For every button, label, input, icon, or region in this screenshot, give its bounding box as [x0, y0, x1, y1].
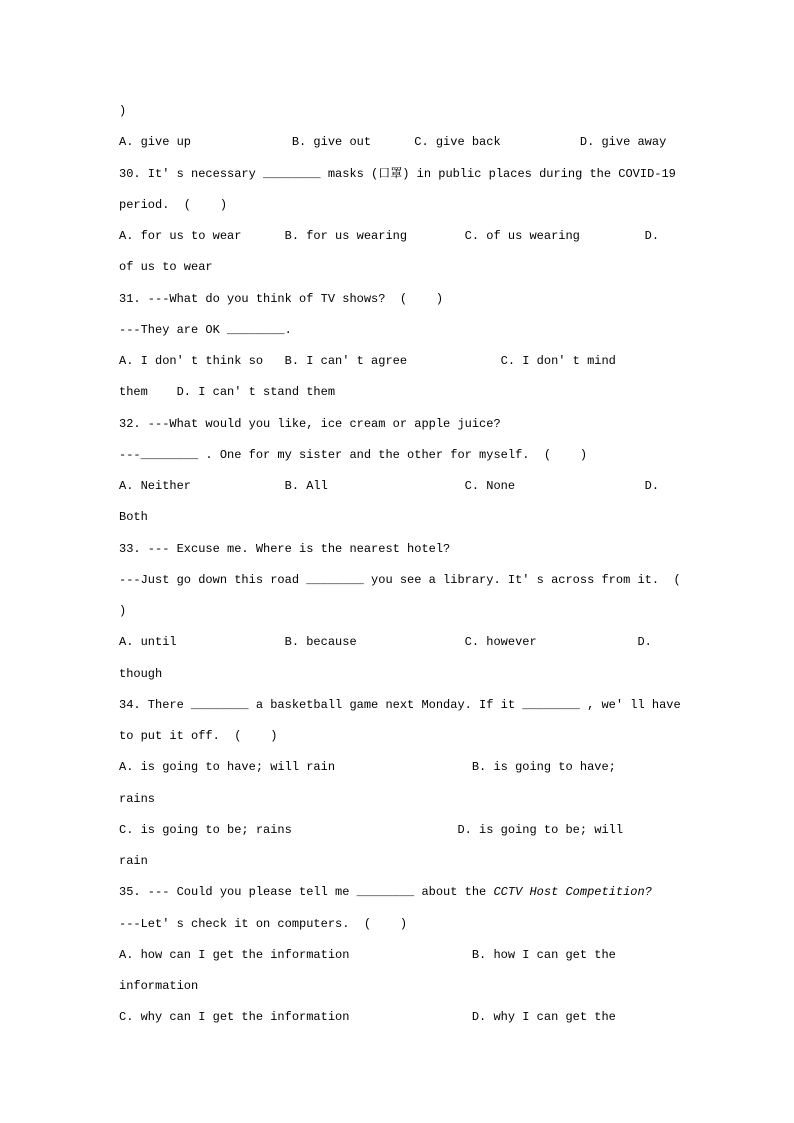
document-line: [119, 596, 698, 627]
document-line: [119, 190, 698, 221]
text-segment: 32. ---What would you like, ice cream or apple juice?: [119, 416, 501, 431]
document-line: [119, 534, 698, 565]
document-line: [119, 346, 698, 377]
text-segment: Both: [119, 510, 148, 525]
text-segment: ): [119, 104, 127, 118]
text-segment: 30. It' s necessary ________ masks (口罩) in public places during the COVID-19: [119, 166, 676, 181]
text-segment: A. I don' t think so B. I can' t agree C. I don' t mind: [119, 354, 616, 368]
text-segment: ): [119, 604, 127, 618]
text-segment: A. is going to have; will rain B. is going to have;: [119, 760, 616, 775]
document-line: [119, 909, 698, 940]
text-segment: information: [119, 979, 199, 993]
document-line: [119, 1002, 698, 1033]
text-segment: ---Let' s check it on computers. ( ): [119, 916, 408, 931]
text-segment: period. ( ): [119, 197, 228, 212]
text-segment: ---They are OK ________.: [119, 322, 292, 337]
document-line: [119, 252, 698, 283]
document-line: [119, 502, 698, 533]
document-line: [119, 971, 698, 1002]
text-segment: rain: [119, 854, 148, 868]
text-segment: 33. --- Excuse me. Where is the nearest hotel?: [119, 541, 451, 556]
text-segment: C. is going to be; rains D. is going to be; will: [119, 822, 624, 837]
document-line: [119, 659, 698, 690]
document-line: [119, 377, 698, 408]
text-segment: ---________ . One for my sister and the other for myself. ( ): [119, 447, 588, 462]
document-line: [119, 471, 698, 502]
text-segment: them D. I can' t stand them: [119, 385, 336, 400]
document-line: [119, 565, 698, 596]
document-line: [119, 409, 698, 440]
document-line: [119, 159, 698, 190]
text-segment: A. Neither B. All C. None D.: [119, 479, 660, 493]
document-lines: [119, 96, 698, 1034]
document-line: [119, 96, 698, 127]
text-segment: 35. --- Could you please tell me ________ about the: [119, 885, 494, 900]
document-line: [119, 127, 698, 158]
document-line: [119, 815, 698, 846]
text-segment: ---Just go down this road ________ you see a library. It' s across from it. (: [119, 572, 681, 587]
document-line: [119, 440, 698, 471]
text-segment: A. for us to wear B. for us wearing C. of us wearing D.: [119, 229, 660, 243]
document-line: [119, 627, 698, 658]
text-segment: 31. ---What do you think of TV shows? ( ): [119, 291, 444, 306]
document-line: [119, 315, 698, 346]
text-segment: 34. There ________ a basketball game next Monday. If it ________ , we' ll have: [119, 697, 681, 712]
italic-text-segment: CCTV Host Competition?: [493, 885, 652, 900]
document-line: [119, 690, 698, 721]
text-segment: rains: [119, 791, 156, 806]
document-line: [119, 752, 698, 783]
text-segment: A. give up B. give out C. give back D. give away: [119, 135, 667, 150]
text-segment: of us to wear: [119, 260, 213, 275]
document-line: [119, 221, 698, 252]
document-line: [119, 284, 698, 315]
text-segment: though: [119, 666, 163, 681]
document-line: [119, 846, 698, 877]
document-line: [119, 721, 698, 752]
document-line: [119, 940, 698, 971]
text-segment: A. how can I get the information B. how I can get the: [119, 947, 616, 962]
text-segment: C. why can I get the information D. why I can get the: [119, 1010, 616, 1025]
document-line: [119, 784, 698, 815]
text-segment: to put it off. ( ): [119, 729, 278, 743]
text-segment: A. until B. because C. however D.: [119, 635, 652, 650]
document-line: [119, 877, 698, 908]
